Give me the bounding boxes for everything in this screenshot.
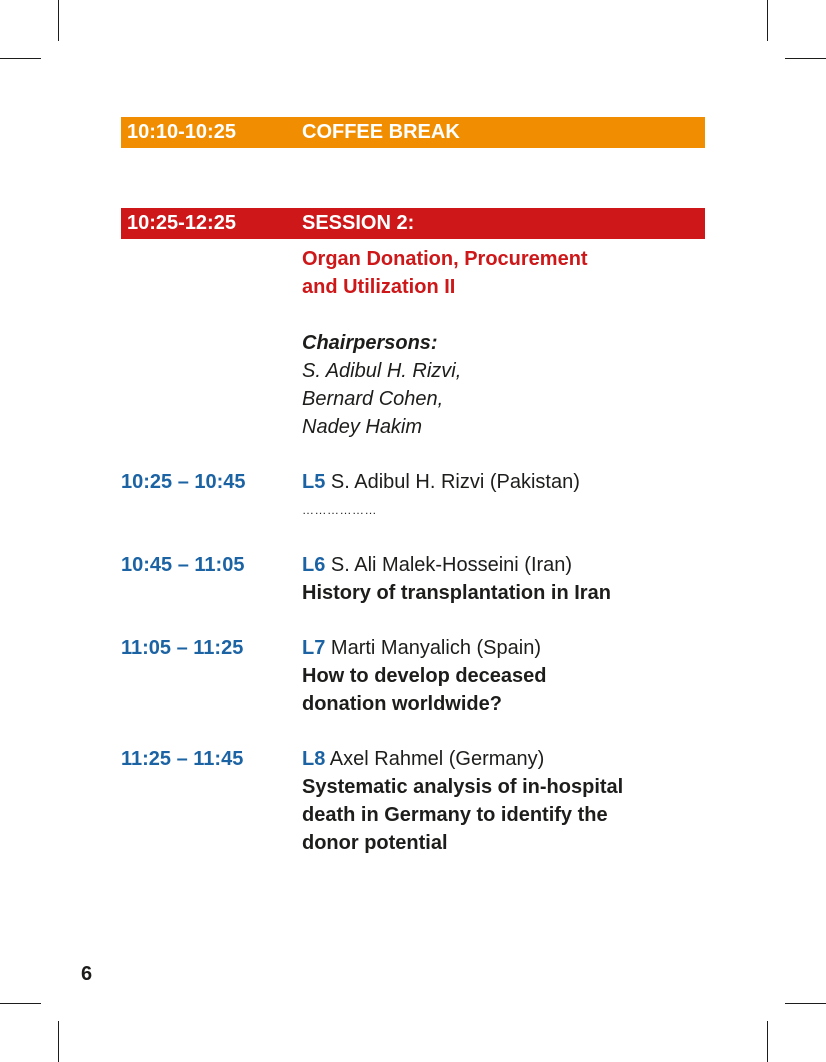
lecture-item	[302, 634, 662, 718]
lecture-title-line: death in Germany to identify the	[302, 804, 608, 826]
lecture-time: 10:45 – 11:05	[121, 554, 245, 576]
lecture-code: L8	[302, 748, 326, 770]
crop-mark-top-right-h	[785, 58, 826, 59]
session-label: SESSION 2:	[302, 212, 415, 234]
chairpersons-block	[302, 329, 461, 441]
crop-mark-top-right	[767, 0, 768, 41]
lecture-title-line: Systematic analysis of in-hospital	[302, 776, 624, 798]
crop-mark-bottom-left	[58, 1021, 59, 1062]
lecture-code: L7	[302, 637, 326, 659]
lecture-title: History of transplantation in Iran	[302, 582, 611, 604]
crop-mark-top-left-h	[0, 58, 41, 59]
lecture-code: L6	[302, 554, 326, 576]
lecture-title-line: donation worldwide?	[302, 693, 502, 715]
chairpersons-heading: Chairpersons:	[302, 332, 438, 354]
lecture-time: 11:25 – 11:45	[121, 748, 244, 770]
chairperson-name: S. Adibul H. Rizvi,	[302, 360, 462, 382]
lecture-item	[302, 468, 662, 520]
lecture-item	[302, 551, 662, 607]
crop-mark-bottom-left-h	[0, 1003, 41, 1004]
crop-mark-bottom-right-h	[785, 1003, 826, 1004]
session-title-line: and Utilization II	[302, 276, 456, 298]
session-bar	[121, 208, 705, 239]
lecture-item	[302, 745, 662, 857]
crop-mark-top-left	[58, 0, 59, 41]
page-number: 6	[81, 963, 93, 985]
chairperson-name: Nadey Hakim	[302, 416, 423, 438]
lecture-speaker: S. Adibul H. Rizvi (Pakistan)	[330, 471, 580, 493]
lecture-speaker: Marti Manyalich (Spain)	[330, 637, 541, 659]
lecture-speaker: S. Ali Malek-Hosseini (Iran)	[330, 554, 573, 576]
coffee-break-time: 10:10-10:25	[127, 121, 236, 143]
lecture-time: 10:25 – 10:45	[121, 471, 246, 493]
coffee-break-label: COFFEE BREAK	[302, 121, 460, 143]
session-title	[302, 245, 662, 301]
session-time: 10:25-12:25	[127, 212, 236, 234]
coffee-break-bar	[121, 117, 705, 148]
lecture-speaker: Axel Rahmel (Germany)	[329, 748, 545, 770]
lecture-title-line: donor potential	[302, 832, 448, 854]
chairperson-name: Bernard Cohen,	[302, 388, 444, 410]
crop-mark-bottom-right	[767, 1021, 768, 1062]
lecture-time: 11:05 – 11:25	[121, 637, 244, 659]
lecture-title-line: How to develop deceased	[302, 665, 547, 687]
lecture-title-placeholder: ………………	[302, 503, 377, 517]
lecture-code: L5	[302, 471, 326, 493]
session-title-line: Organ Donation, Procurement	[302, 248, 588, 270]
